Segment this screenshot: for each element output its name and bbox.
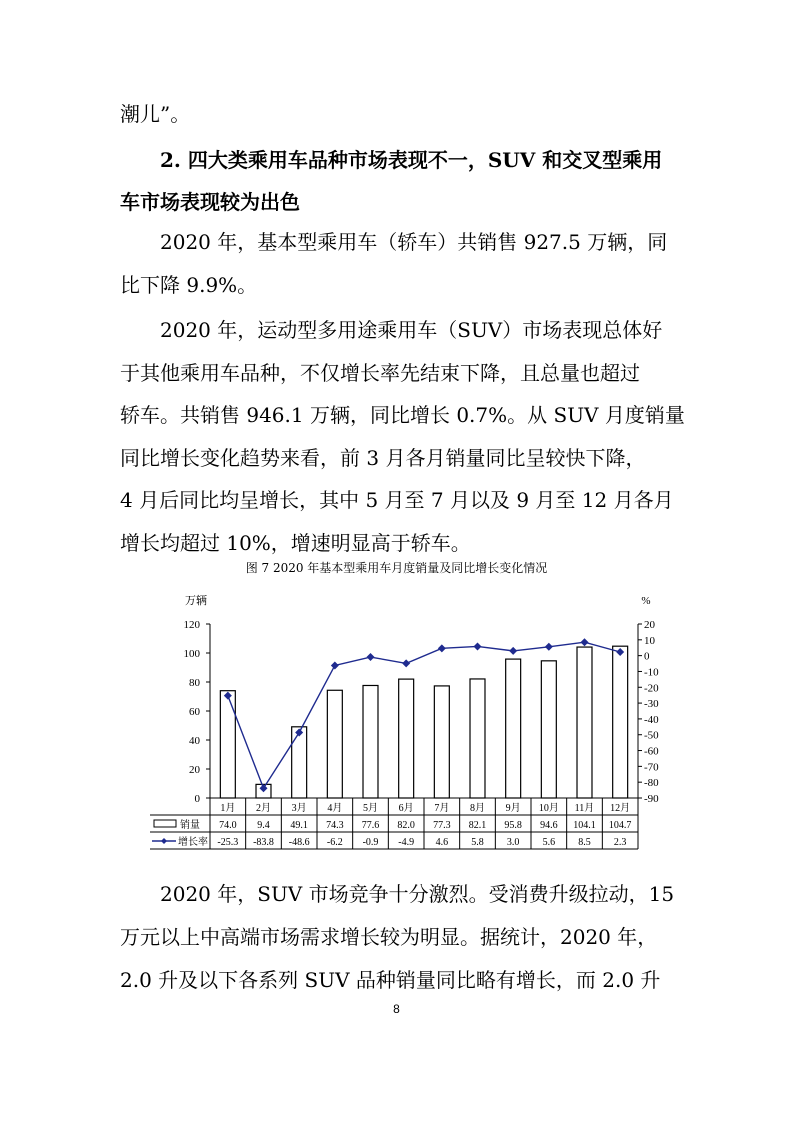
right-tick-label: -30 [644, 698, 659, 711]
category-label: 3月 [291, 803, 307, 814]
right-tick-label: -90 [644, 793, 659, 805]
growth-value-label: -25.3 [217, 837, 239, 848]
sales-value-label: 49.1 [290, 820, 308, 831]
legend-sales-label: 销量 [180, 820, 200, 831]
category-label: 2月 [256, 803, 271, 814]
right-tick-label: -40 [644, 713, 659, 726]
growth-value-label: 5.6 [542, 837, 556, 848]
category-label: 4月 [327, 803, 343, 814]
growth-value-label: 8.5 [578, 837, 591, 848]
sales-value-label: 95.8 [504, 820, 522, 831]
left-tick-label: 0 [194, 793, 200, 805]
bar-3月 [292, 727, 307, 798]
growth-value-label: -0.9 [362, 837, 379, 848]
bar-5月 [363, 685, 378, 798]
category-label: 11月 [574, 803, 595, 814]
growth-value-label: -4.9 [398, 837, 415, 848]
bar-6月 [399, 679, 414, 798]
left-tick-label: 80 [189, 677, 200, 689]
right-tick-label: -20 [644, 682, 659, 695]
bar-10月 [541, 661, 556, 798]
page-number: 8 [393, 1002, 400, 1016]
text-line: 2020 年，SUV 市场竞争十分激烈。受消费升级拉动，15 [160, 882, 675, 906]
right-tick-label: -50 [644, 729, 659, 742]
right-axis-unit: % [641, 595, 651, 607]
sales-value-label: 94.6 [540, 820, 558, 831]
text-line: 比下降 9.9%。 [120, 273, 258, 297]
left-tick-label: 60 [189, 706, 200, 718]
paragraph-suv [120, 309, 685, 564]
paragraph-suv-market [120, 873, 675, 1002]
text-line: 2020 年，基本型乘用车（轿车）共销售 927.5 万辆，同 [160, 230, 668, 254]
growth-value-label: -48.6 [288, 837, 310, 848]
bar-11月 [577, 647, 592, 798]
growth-point-4月 [331, 661, 339, 669]
sales-value-label: 82.0 [397, 820, 415, 831]
legend-growth-label: 增长率 [178, 837, 208, 848]
bar-9月 [506, 659, 521, 798]
right-tick-label: 0 [644, 650, 650, 663]
growth-value-label: 3.0 [506, 837, 520, 848]
sales-value-label: 104.1 [573, 820, 596, 831]
growth-value-label: 2.3 [613, 837, 627, 848]
left-axis-unit: 万辆 [185, 595, 207, 607]
growth-value-label: 5.8 [471, 837, 484, 848]
legend-bar-key [154, 820, 176, 827]
chart-svg [150, 580, 670, 850]
text-line: 车市场表现较为出色 [120, 190, 300, 214]
growth-point-8月 [474, 642, 482, 650]
text-line: 增长均超过 10%，增速明显高于轿车。 [120, 530, 471, 555]
sales-value-label: 77.6 [361, 820, 380, 831]
paragraph-continuation [120, 95, 672, 133]
sales-value-label: 74.3 [326, 820, 344, 831]
sales-value-label: 9.4 [257, 820, 270, 831]
growth-value-label: -6.2 [326, 837, 343, 848]
growth-point-7月 [438, 644, 446, 652]
sales-value-label: 74.0 [219, 820, 237, 831]
sales-value-label: 77.3 [433, 820, 451, 831]
bar-7月 [434, 686, 449, 798]
left-tick-label: 20 [189, 764, 200, 776]
sales-value-label: 104.7 [608, 820, 632, 831]
category-label: 9月 [505, 803, 521, 814]
text-line: 于其他乘用车品种，不仅增长率先结束下降，且总量也超过 [120, 360, 640, 385]
bar-1月 [220, 691, 235, 798]
category-label: 1月 [220, 803, 236, 814]
figure-caption: 图 7 2020 年基本型乘用车月度销量及同比增长变化情况 [245, 561, 548, 575]
right-tick-label: -80 [644, 777, 659, 790]
category-label: 7月 [434, 803, 450, 814]
category-label: 6月 [398, 803, 414, 814]
text-line: 2. 四大类乘用车品种市场表现不一，SUV 和交叉型乘用 [160, 148, 663, 172]
text-line: 2.0 升及以下各系列 SUV 品种销量同比略有增长，而 2.0 升 [120, 968, 661, 992]
growth-point-10月 [545, 643, 553, 651]
text-line: 2020 年，运动型多用途乘用车（SUV）市场表现总体好 [160, 318, 663, 342]
category-label: 10月 [538, 803, 559, 814]
growth-value-label: 4.6 [435, 837, 449, 848]
left-tick-label: 100 [183, 648, 200, 660]
growth-point-5月 [367, 653, 375, 661]
growth-point-9月 [509, 647, 517, 655]
text-line: 同比增长变化趋势来看，前 3 月各月销量同比呈较快下降， [120, 445, 646, 470]
sales-chart [150, 580, 670, 850]
category-label: 12月 [610, 803, 631, 814]
bar-4月 [327, 690, 342, 798]
right-tick-label: -10 [644, 666, 659, 679]
bar-8月 [470, 679, 485, 798]
growth-point-11月 [581, 638, 589, 646]
bar-12月 [613, 646, 628, 798]
text-line: 4 月后同比均呈增长，其中 5 月至 7 月以及 9 月至 12 月各月 [120, 488, 674, 512]
growth-rate-line [228, 642, 620, 788]
legend-marker-key [161, 838, 167, 844]
paragraph-sedan [120, 223, 672, 304]
category-label: 8月 [470, 803, 485, 814]
section-heading [120, 141, 672, 221]
right-tick-label: -70 [644, 761, 659, 774]
right-tick-label: 20 [644, 619, 655, 631]
left-tick-label: 120 [183, 619, 200, 631]
sales-value-label: 82.1 [468, 820, 487, 831]
growth-value-label: -83.8 [253, 837, 274, 848]
left-tick-label: 40 [189, 735, 200, 747]
right-tick-label: 10 [644, 634, 655, 647]
category-label: 5月 [363, 803, 378, 814]
text-line: 轿车。共销售 946.1 万辆，同比增长 0.7%。从 SUV 月度销量 [120, 403, 685, 427]
text-line: 潮儿”。 [120, 102, 191, 126]
text-line: 万元以上中高端市场需求增长较为明显。据统计，2020 年， [120, 925, 658, 949]
right-tick-label: -60 [644, 745, 659, 758]
growth-point-6月 [402, 659, 410, 667]
